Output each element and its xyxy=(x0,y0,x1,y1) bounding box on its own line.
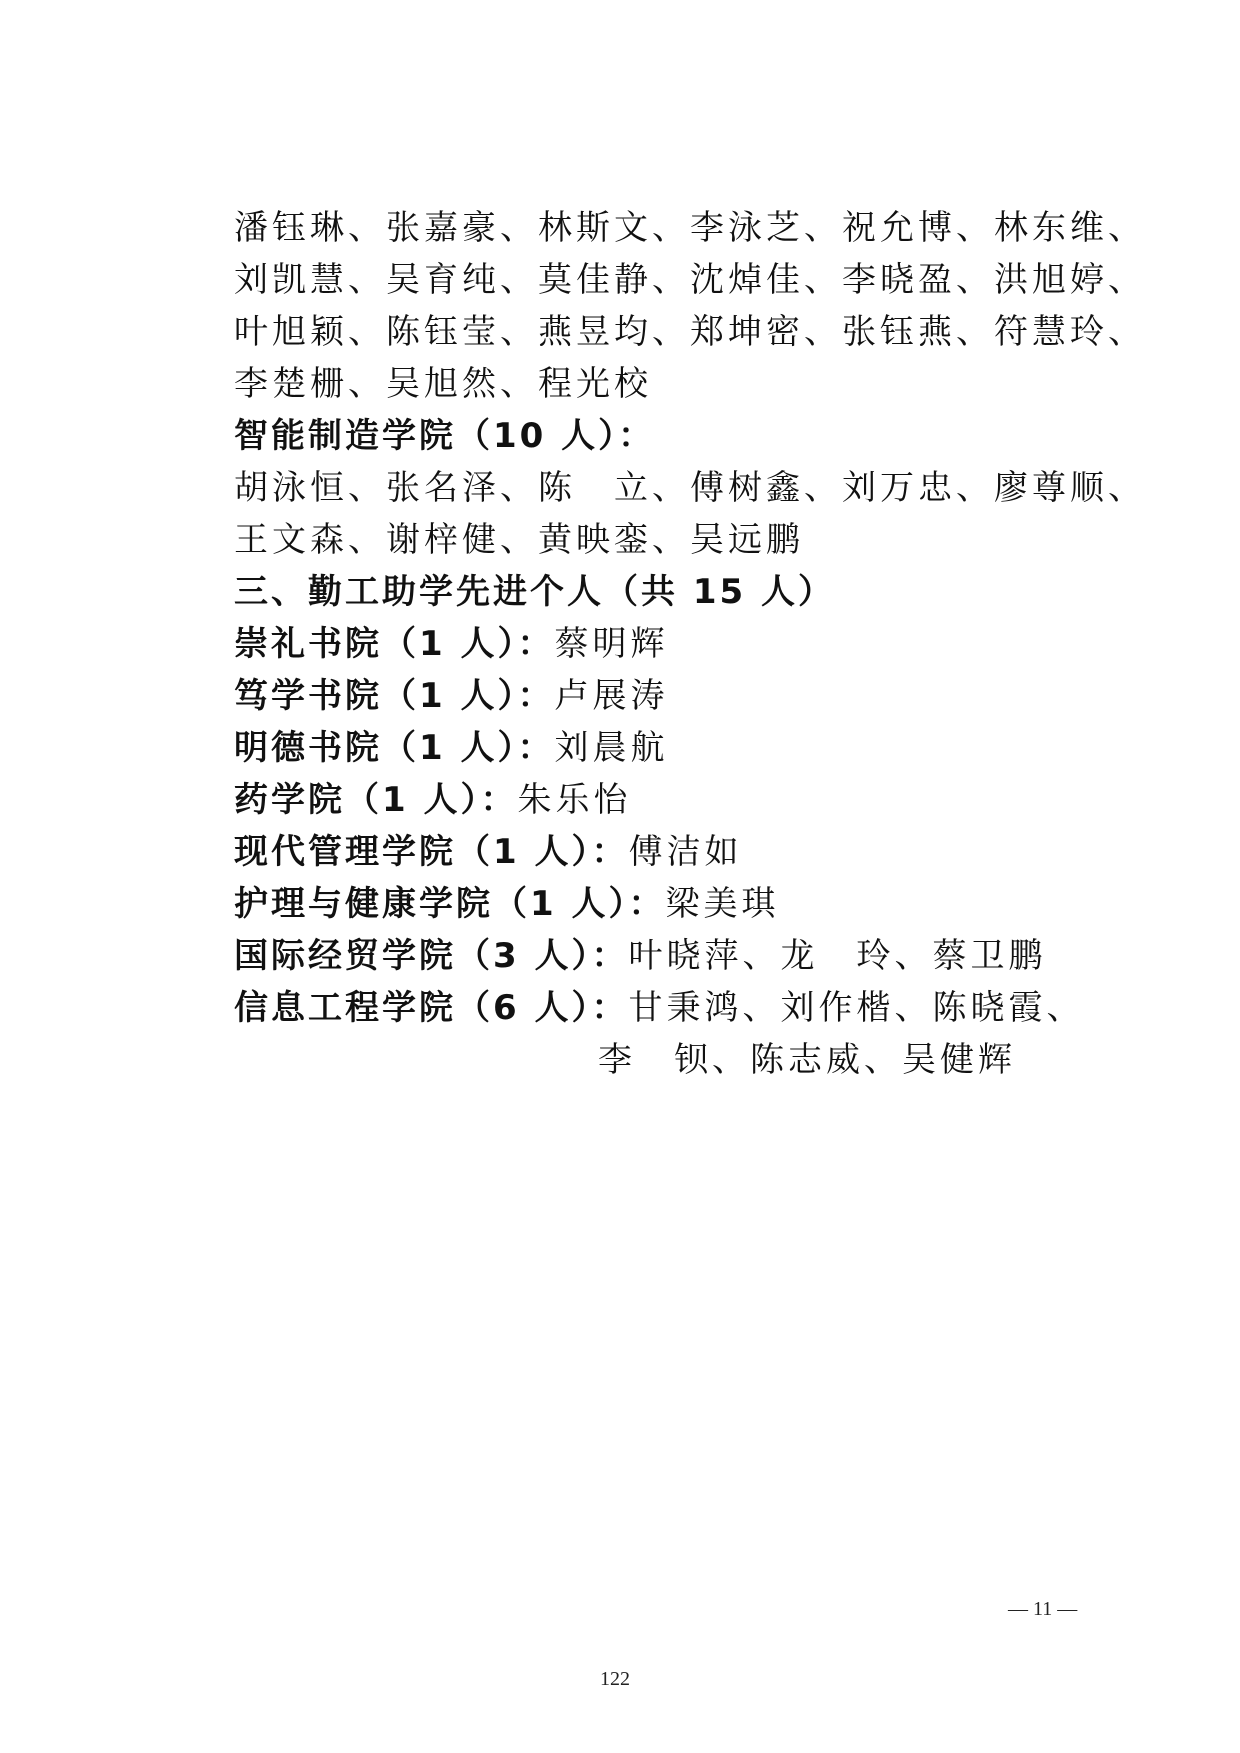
name-list-line: 潘钰琳、张嘉豪、林斯文、李泳芝、祝允博、林东维、 xyxy=(234,208,1146,248)
award-names: 梁美琪 xyxy=(665,884,780,924)
award-college-label: 药学院（1 人）： xyxy=(234,780,518,820)
award-row xyxy=(234,778,632,822)
section-title: 三、勤工助学先进个人（共 15 人） xyxy=(234,572,835,612)
award-college-label: 明德书院（1 人）： xyxy=(234,728,555,768)
award-row xyxy=(234,674,669,718)
college-heading-smart-manufacturing: 智能制造学院（10 人）： xyxy=(234,416,656,456)
name-list-line: 叶旭颖、陈钰莹、燕昱均、郑坤密、张钰燕、符慧玲、 xyxy=(234,312,1146,352)
page-number: — 11 — xyxy=(1008,1598,1078,1620)
name-list-line: 刘凯慧、吴育纯、莫佳静、沈焯佳、李晓盈、洪旭婷、 xyxy=(234,260,1146,300)
award-college-label: 国际经贸学院（3 人）： xyxy=(234,936,629,976)
award-names: 刘晨航 xyxy=(554,728,669,768)
award-names: 甘秉鸿、刘作楷、陈晓霞、 xyxy=(628,988,1085,1028)
award-college-label: 崇礼书院（1 人）： xyxy=(234,624,555,664)
award-row xyxy=(234,986,1085,1030)
award-college-label: 护理与健康学院（1 人）： xyxy=(234,884,666,924)
award-names: 叶晓萍、龙 玲、蔡卫鹏 xyxy=(628,936,1047,976)
award-row xyxy=(234,622,669,666)
award-row xyxy=(234,726,669,770)
award-names: 蔡明辉 xyxy=(554,624,669,664)
award-names-continuation: 李 钡、陈志威、吴健辉 xyxy=(598,1040,1016,1080)
award-row xyxy=(234,882,780,926)
name-list-line: 王文森、谢梓健、黄映銮、吴远鹏 xyxy=(234,520,804,560)
bottom-page-number: 122 xyxy=(600,1668,630,1690)
award-college-label: 现代管理学院（1 人）： xyxy=(234,832,629,872)
award-college-label: 笃学书院（1 人）： xyxy=(234,676,555,716)
name-list-line: 胡泳恒、张名泽、陈 立、傅树鑫、刘万忠、廖尊顺、 xyxy=(234,468,1146,508)
name-list-line: 李楚栅、吴旭然、程光校 xyxy=(234,364,652,404)
award-college-label: 信息工程学院（6 人）： xyxy=(234,988,629,1028)
award-row xyxy=(234,934,1047,978)
award-names: 朱乐怡 xyxy=(517,780,632,820)
award-row xyxy=(234,830,743,874)
award-names: 傅洁如 xyxy=(628,832,743,872)
award-names: 卢展涛 xyxy=(554,676,669,716)
